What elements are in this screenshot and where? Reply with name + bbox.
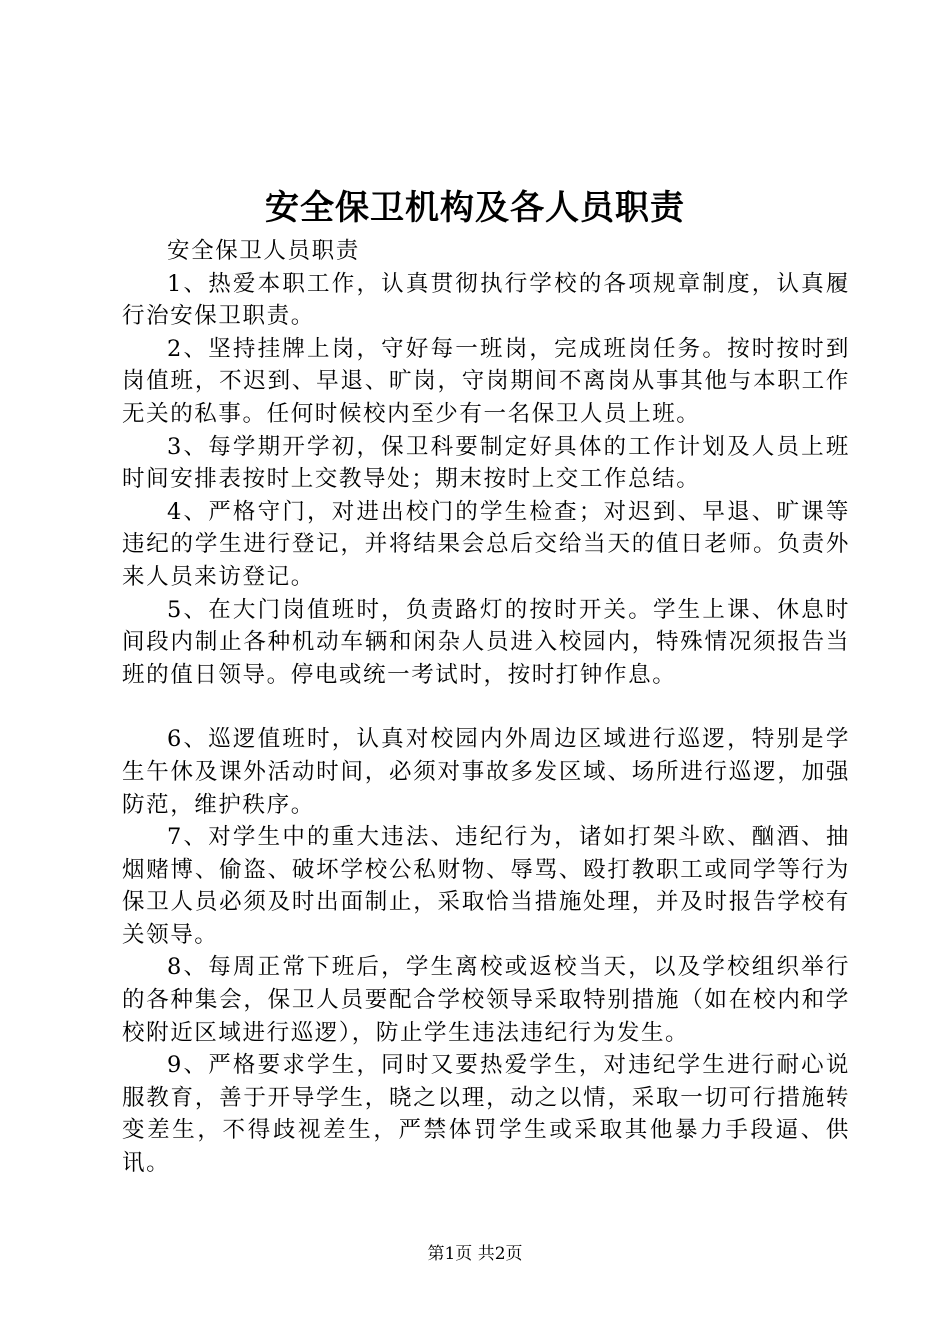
duty-item-4: 4、严格守门，对进出校门的学生检查；对迟到、早退、旷课等违纪的学生进行登记，并将结果会总后交给当天的值日老师。负责外来人员来访登记。	[122, 498, 850, 590]
duty-item-2: 2、坚持挂牌上岗，守好每一班岗，完成班岗任务。按时按时到岗值班，不迟到、早退、旷岗，守岗期间不离岗从事其他与本职工作无关的私事。任何时候校内至少有一名保卫人员上班。	[122, 335, 850, 427]
duty-item-8: 8、每周正常下班后，学生离校或返校当天，以及学校组织举行的各种集会，保卫人员要配合学校领导采取特别措施（如在校内和学校附近区域进行巡逻），防止学生违法违纪行为发生。	[122, 954, 850, 1046]
duty-item-6: 6、巡逻值班时，认真对校园内外周边区域进行巡逻，特别是学生午休及课外活动时间，必须对事故多发区域、场所进行巡逻，加强防范，维护秩序。	[122, 726, 850, 818]
section-heading: 安全保卫人员职责	[167, 238, 360, 264]
document-body	[122, 235, 850, 1180]
duty-item-5: 5、在大门岗值班时，负责路灯的按时开关。学生上课、休息时间段内制止各种机动车辆和闲杂人员进入校园内，特殊情况须报告当班的值日领导。停电或统一考试时，按时打钟作息。	[122, 596, 850, 688]
document-title: 安全保卫机构及各人员职责	[265, 188, 685, 228]
duty-item-9: 9、严格要求学生，同时又要热爱学生，对违纪学生进行耐心说服教育，善于开导学生，晓之以理，动之以情，采取一切可行措施转变差生，不得歧视差生，严禁体罚学生或采取其他暴力手段逼、供讯。	[122, 1052, 850, 1177]
page-number-footer: 第1页 共2页	[427, 1244, 523, 1264]
duty-item-1: 1、热爱本职工作，认真贯彻执行学校的各项规章制度，认真履行治安保卫职责。	[122, 270, 850, 330]
duty-item-3: 3、每学期开学初，保卫科要制定好具体的工作计划及人员上班时间安排表按时上交教导处；期末按时上交工作总结。	[122, 433, 850, 493]
duty-item-7: 7、对学生中的重大违法、违纪行为，诸如打架斗欧、酗酒、抽烟赌博、偷盗、破坏学校公私财物、辱骂、殴打教职工或同学等行为保卫人员必须及时出面制止，采取恰当措施处理，并及时报告学校有关领导。	[122, 824, 850, 948]
